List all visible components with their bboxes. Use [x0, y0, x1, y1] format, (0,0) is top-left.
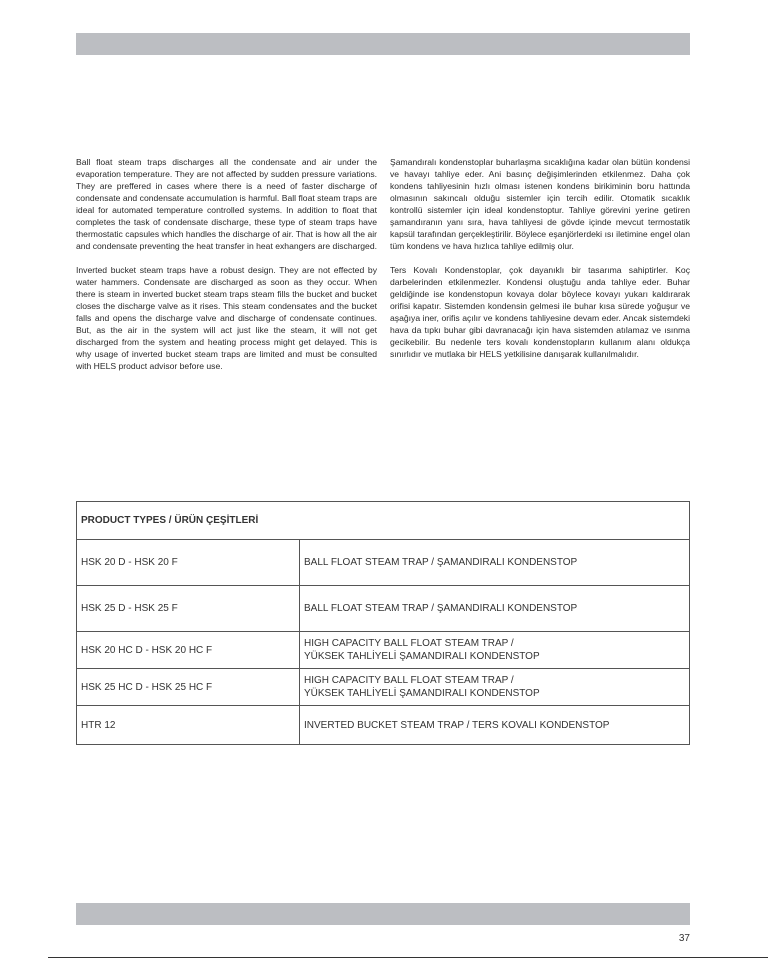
product-model: HTR 12	[77, 706, 300, 745]
table-header: PRODUCT TYPES / ÜRÜN ÇEŞİTLERİ	[77, 502, 690, 540]
description-line: HIGH CAPACITY BALL FLOAT STEAM TRAP /	[304, 675, 514, 686]
footer-rule	[48, 957, 768, 958]
turkish-paragraph-1: Şamandıralı kondenstoplar buharlaşma sıcaklığına kadar olan bütün kondensi ve havayı tahliye eder. Ani basınç değişimlerinden etkilenmez. Daha çok kondens tahliyesinin hızlı olması istenen kondens birikiminin boru hattında olmasının sakıncalı olduğu sistemler için tercih edilir. Otomatik sıcaklık kontrollü sistemler için ideal kondenstoptur. Tahliye görevini yerine getiren şamandıranın yanı sıra, hava tahliyesi de gövde içinde mevcut termostatik kapsül tarafından gerçekleştirilir. Böylece eşanjörlerdeki ısı iletimine engel olan tüm kondens ve hava hızlıca tahliye edilmiş olur.	[390, 157, 690, 251]
product-description	[300, 586, 690, 632]
table-row	[77, 632, 690, 669]
product-model: HSK 25 HC D - HSK 25 HC F	[77, 669, 300, 706]
description-line: BALL FLOAT STEAM TRAP / ŞAMANDIRALI KONDENSTOP	[304, 557, 578, 568]
footer-band	[76, 903, 690, 925]
description-line: HIGH CAPACITY BALL FLOAT STEAM TRAP /	[304, 638, 514, 649]
turkish-paragraph-2: Ters Kovalı Kondenstoplar, çok dayanıklı bir tasarıma sahiptirler. Koç darbelerinden etkilenmezler. Kondensi oluştuğu anda tahliye eder. Buhar geldiğinde ise kondenstopun kovaya dolar böylece kovayı yukarı kaldırarak orifisi kapatır. Sistemden kondensin gelmesi ile buhar kısa sürede yoğuşur ve aşağıya iner, orifis açılır ve kondens tahliyesine devam eder. Ancak sistemdeki hava da tıpkı buhar gibi davranacağı için hava sistemden atılamaz ve ısınma gecikebilir. Bu nedenle ters kovalı kondenstopların kullanım alanı oldukça sınırlıdır ve mutlaka bir HELS yetkilisine danışarak kullanılmalıdır.	[390, 265, 690, 359]
product-model: HSK 25 D - HSK 25 F	[77, 586, 300, 632]
page-number: 37	[678, 933, 690, 944]
header-band	[76, 33, 690, 55]
table-row	[77, 540, 690, 586]
description-line: YÜKSEK TAHLİYELİ ŞAMANDIRALI KONDENSTOP	[304, 651, 540, 662]
english-paragraph-1: Ball float steam traps discharges all the condensate and air under the evaporation temperature. They are not affected by sudden pressure variations. They are preffered in cases where there is a need of faster discharge of condensate and condensate accumulation is harmful. Ball float steam traps are ideal for automated temperature controlled systems. In addition to float that completes the task of condensate discharge, these type of steam traps have thermostatic capsules which handles the discharge of air. That is how all the air and condensate preventing the heat transfer in heat exhangers are discharged.	[76, 157, 377, 251]
product-model: HSK 20 HC D - HSK 20 HC F	[77, 632, 300, 669]
table-row	[77, 706, 690, 745]
english-column	[76, 156, 377, 372]
product-description	[300, 706, 690, 745]
description-line: INVERTED BUCKET STEAM TRAP / TERS KOVALI KONDENSTOP	[304, 719, 610, 731]
table-row	[77, 586, 690, 632]
product-model: HSK 20 D - HSK 20 F	[77, 540, 300, 586]
table-row	[77, 669, 690, 706]
description-line: BALL FLOAT STEAM TRAP / ŞAMANDIRALI KONDENSTOP	[304, 603, 578, 614]
description-line: YÜKSEK TAHLİYELİ ŞAMANDIRALI KONDENSTOP	[304, 688, 540, 699]
turkish-column	[390, 156, 690, 360]
product-description	[300, 540, 690, 586]
english-paragraph-2: Inverted bucket steam traps have a robust design. They are not effected by water hammers. Condensate are discharged as soon as they occur. When there is steam in inverted bucket steam traps steam fills the bucket and bucket closes the discharge valve as it rises. This steam condensates and the bucket falls and opens the discharge valve and discharge of condensate continues. But, as the air in the system will act just like the steam, it will not get discharged from the system and heating process might get delayed. This is why usage of inverted bucket steam traps are limited and must be consulted with HELS product advisor before use.	[76, 265, 377, 371]
product-types-table	[76, 501, 690, 745]
table-header-row	[77, 502, 690, 540]
product-description	[300, 632, 690, 669]
product-description	[300, 669, 690, 706]
